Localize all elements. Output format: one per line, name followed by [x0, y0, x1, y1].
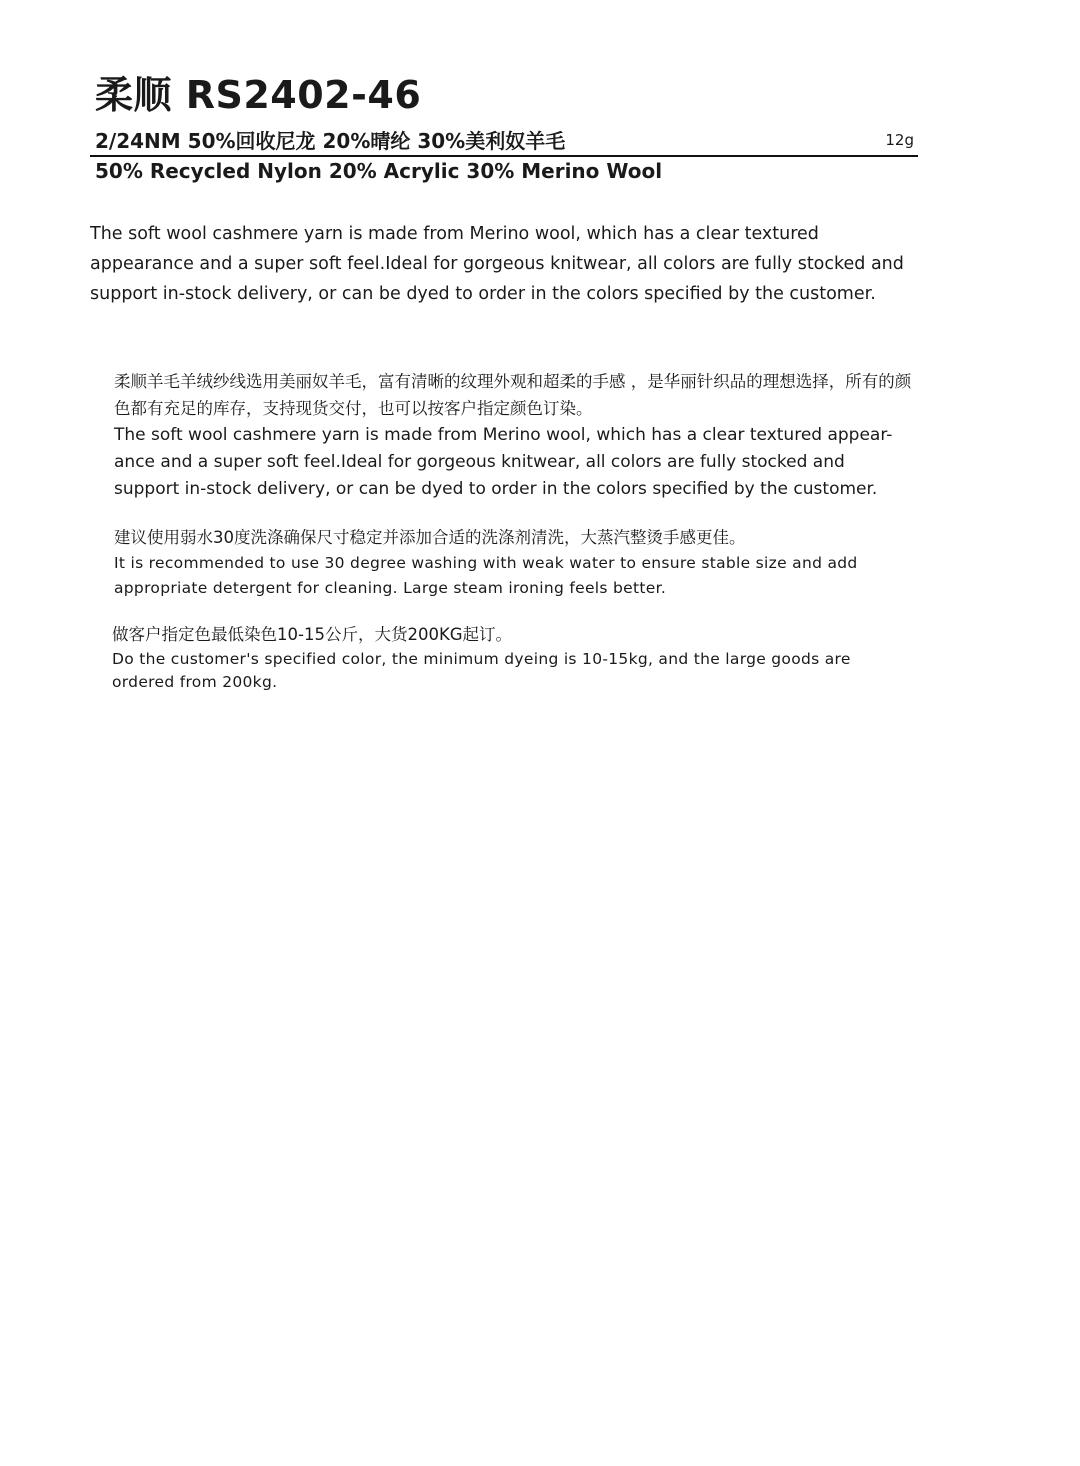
- care-chinese: 建议使用弱水30度洗涤确保尺寸稳定并添加合适的洗涤剂清洗，大蒸汽整烫手感更佳。: [114, 528, 746, 547]
- care-block: [114, 524, 914, 601]
- description-chinese: 柔顺羊毛羊绒纱线选用美丽奴羊毛，富有清晰的纹理外观和超柔的手感 ，是华丽针织品的理想选择，所有的颜色都有充足的库存，支持现货交付，也可以按客户指定颜色订染。: [114, 372, 912, 418]
- composition-chinese: 2/24NM 50%回收尼龙 20%晴纶 30%美利奴羊毛: [95, 129, 566, 153]
- header-divider: [90, 155, 918, 157]
- order-chinese: 做客户指定色最低染色10-15公斤，大货200KG起订。: [112, 625, 513, 644]
- care-english: It is recommended to use 30 degree washing with weak water to ensure stable size and add appropriate detergent for cleaning. Large steam ironing feels better.: [114, 554, 858, 597]
- intro-paragraph: The soft wool cashmere yarn is made from Merino wool, which has a clear textured appearance and a super soft feel.Ideal for gorgeous knitwear, all colors are fully stocked and support in-stock delivery, or can be dyed to order in the colors specified by the customer.: [90, 224, 904, 304]
- yarn-weight: 12g: [885, 131, 914, 149]
- order-english: Do the customer's specified color, the minimum dyeing is 10-15kg, and the large goods are ordered from 200kg.: [112, 650, 851, 691]
- composition-english: 50% Recycled Nylon 20% Acrylic 30% Merino Wool: [95, 159, 663, 183]
- product-title: 柔顺 RS2402-46: [95, 73, 422, 117]
- description-english: The soft wool cashmere yarn is made from Merino wool, which has a clear textured appear-ance and a super soft feel.Ideal for gorgeous knitwear, all colors are fully stocked and support in-stock delivery, or can be dyed to order in the colors specified by the customer.: [114, 425, 893, 499]
- order-block: [112, 621, 912, 694]
- description-block: [114, 368, 914, 503]
